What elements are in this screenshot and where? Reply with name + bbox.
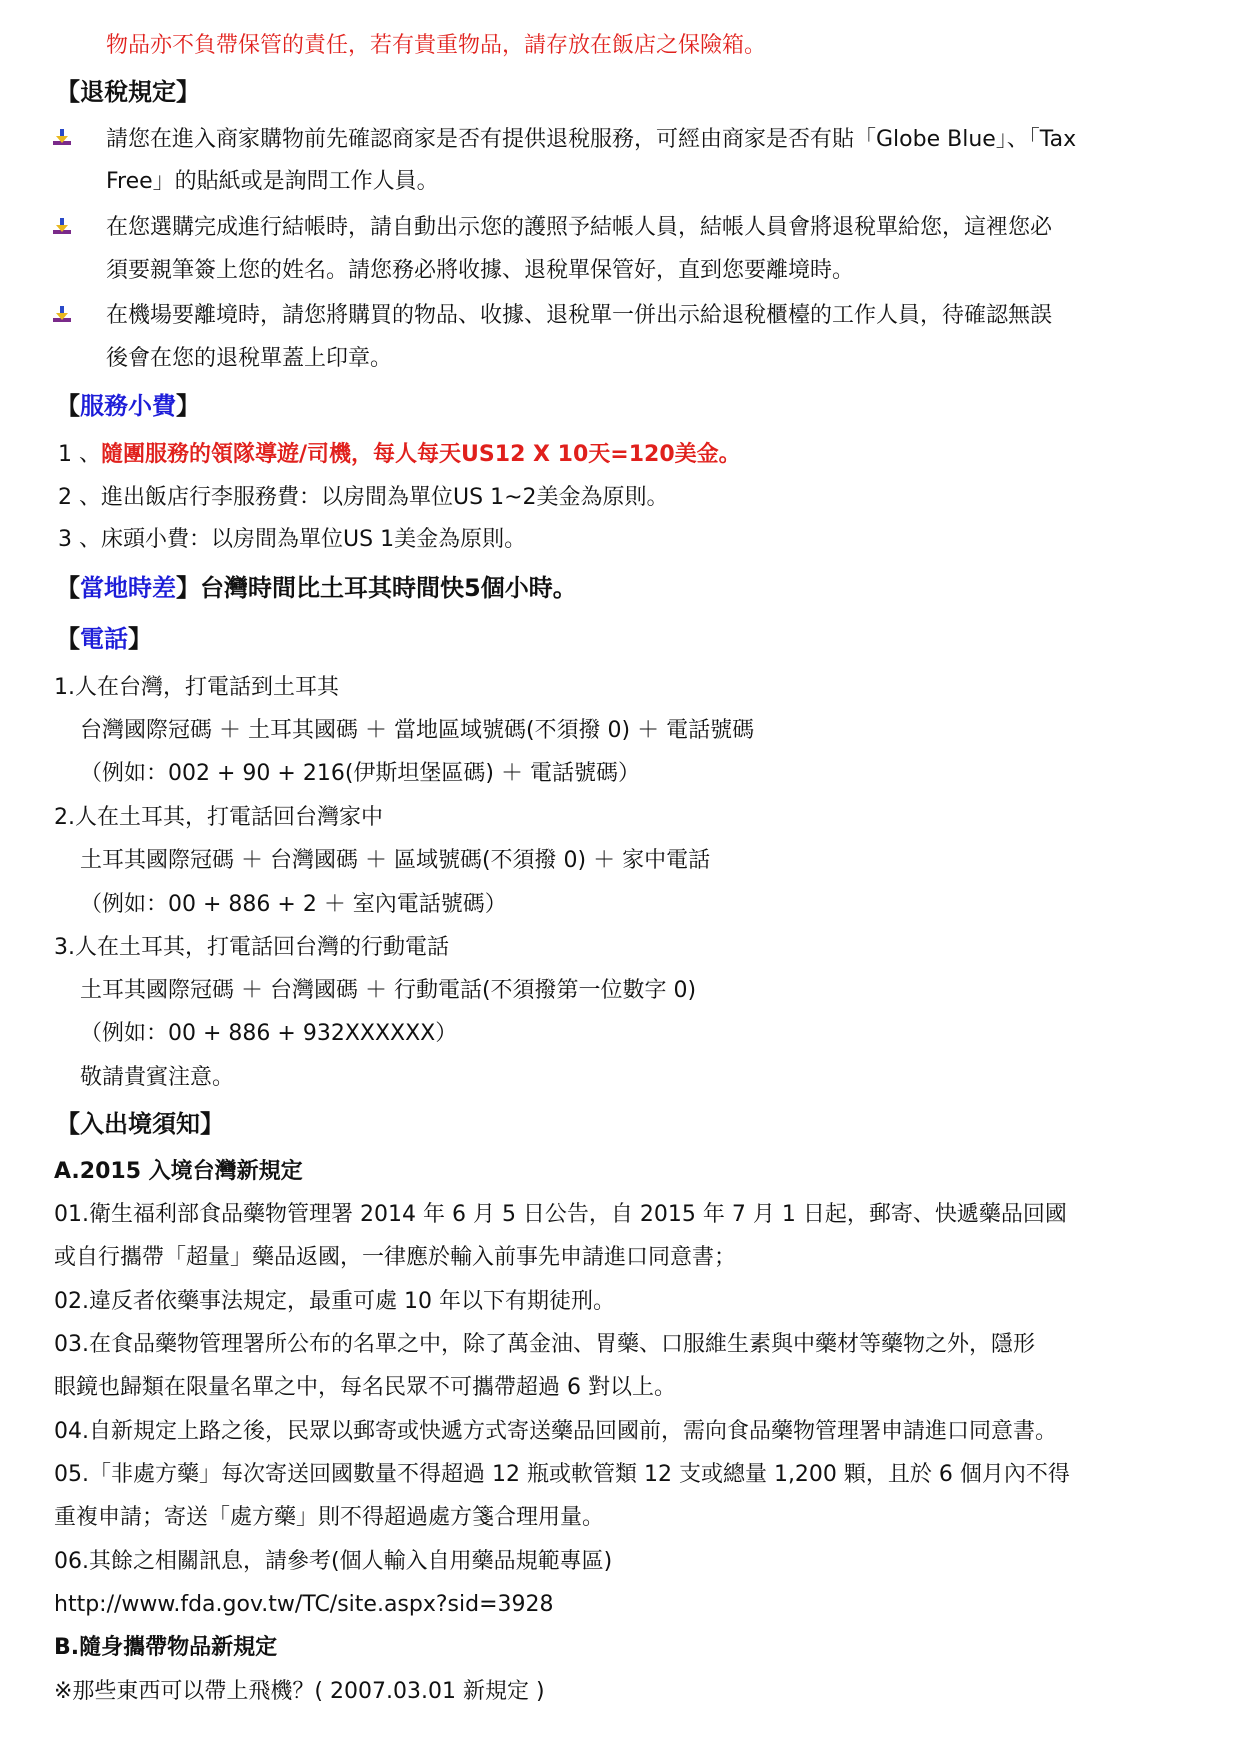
heading-text: 退稅規定 — [80, 78, 176, 106]
entry-line: 眼鏡也歸類在限量名單之中，每名民眾不可攜帶超過 6 對以上。 — [54, 1375, 676, 1400]
item-text: 床頭小費：以房間為單位US 1美金為原則。 — [101, 527, 527, 552]
phone-case-1-title: 1.人在台灣，打電話到土耳其 — [54, 675, 339, 700]
top-note: 物品亦不負帶保管的責任，若有貴重物品，請存放在飯店之保險箱。 — [106, 33, 767, 58]
phone-case-1-format: 台灣國際冠碼 ＋ 土耳其國碼 ＋ 當地區域號碼(不須撥 0) ＋ 電話號碼 — [80, 718, 755, 743]
entry-line: 03.在食品藥物管理署所公布的名單之中，除了萬金油、胃藥、口服維生素與中藥材等藥物之外，隱形 — [54, 1332, 1035, 1357]
phone-case-3-format: 土耳其國際冠碼 ＋ 台灣國碼 ＋ 行動電話(不須撥第一位數字 0) — [80, 978, 697, 1003]
heading-text: 當地時差 — [80, 574, 176, 602]
phone-case-2-format: 土耳其國際冠碼 ＋ 台灣國碼 ＋ 區域號碼(不須撥 0) ＋ 家中電話 — [80, 848, 711, 873]
entry-line: 05.「非處方藥」每次寄送回國數量不得超過 12 瓶或軟管類 12 支或總量 1,200 顆，且於 6 個月內不得 — [54, 1462, 1070, 1487]
phone-case-2-example: （例如：00 + 886 + 2 ＋ 室內電話號碼） — [80, 892, 507, 917]
entry-line: 01.衛生福利部食品藥物管理署 2014 年 6 月 5 日公告，自 2015 年 7 月 1 日起，郵寄、快遞藥品回國 — [54, 1202, 1067, 1227]
entry-line: 重複申請；寄送「處方藥」則不得超過處方箋合理用量。 — [54, 1505, 605, 1530]
phone-case-1-example: （例如：002 + 90 + 216(伊斯坦堡區碼) ＋ 電話號碼） — [80, 761, 640, 786]
heading-bracket-close: 】 — [176, 392, 200, 420]
heading-bracket-open: 【 — [56, 78, 80, 106]
time-diff-text: 台灣時間比土耳其時間快5個小時。 — [200, 574, 577, 602]
item-separator: 、 — [79, 442, 102, 467]
item-number: 2 — [58, 485, 72, 510]
bullet-arrow-icon — [52, 217, 72, 237]
item-separator: 、 — [79, 527, 102, 552]
heading-text: 入出境須知 — [80, 1110, 200, 1138]
entry-last-line: ※那些東西可以帶上飛機？( 2007.03.01 新規定 ) — [54, 1679, 545, 1704]
entry-line: 04.自新規定上路之後，民眾以郵寄或快遞方式寄送藥品回國前，需向食品藥物管理署申請進口同意書。 — [54, 1419, 1057, 1444]
entry-subheading-a: A.2015 入境台灣新規定 — [54, 1159, 303, 1184]
item-text: 隨團服務的領隊導遊/司機，每人每天US12 X 10天=120美金。 — [101, 442, 741, 467]
tax-bullet-2-line-2: 須要親筆簽上您的姓名。請您務必將收據、退稅單保管好，直到您要離境時。 — [106, 258, 855, 283]
heading-bracket-open: 【 — [56, 574, 80, 602]
entry-exit-heading — [56, 1109, 224, 1139]
heading-bracket-close: 】 — [176, 78, 200, 106]
entry-line: 或自行攜帶「超量」藥品返國，一律應於輸入前事先申請進口同意書； — [54, 1245, 737, 1270]
item-separator: 、 — [79, 485, 102, 510]
tax-refund-heading — [56, 77, 200, 107]
time-diff-heading — [56, 573, 577, 603]
heading-bracket-close: 】 — [200, 1110, 224, 1138]
fda-url-link[interactable]: http://www.fda.gov.tw/TC/site.aspx?sid=3928 — [54, 1592, 554, 1617]
tips-item-1 — [58, 440, 741, 470]
phone-heading — [56, 624, 152, 654]
heading-bracket-open: 【 — [56, 392, 80, 420]
entry-line: 02.違反者依藥事法規定，最重可處 10 年以下有期徒刑。 — [54, 1289, 615, 1314]
item-number: 1 — [58, 442, 72, 467]
heading-bracket-close: 】 — [128, 625, 152, 653]
tips-item-3 — [58, 525, 526, 555]
entry-line: 06.其餘之相關訊息，請參考(個人輸入自用藥品規範專區) — [54, 1549, 613, 1574]
tax-bullet-2-line-1: 在您選購完成進行結帳時，請自動出示您的護照予結帳人員，結帳人員會將退稅單給您，這裡您必 — [106, 215, 1053, 240]
tips-item-2 — [58, 483, 669, 513]
item-text: 進出飯店行李服務費：以房間為單位US 1~2美金為原則。 — [101, 485, 669, 510]
tips-heading — [56, 391, 200, 421]
phone-note: 敬請貴賓注意。 — [80, 1065, 235, 1090]
tax-bullet-3-line-1: 在機場要離境時，請您將購買的物品、收據、退稅單一併出示給退稅櫃檯的工作人員，待確認無誤 — [106, 303, 1053, 328]
bullet-arrow-icon — [52, 305, 72, 325]
heading-bracket-open: 【 — [56, 625, 80, 653]
bullet-arrow-icon — [52, 128, 72, 148]
item-number: 3 — [58, 527, 72, 552]
tax-bullet-1-line-2: Free」的貼紙或是詢問工作人員。 — [106, 169, 439, 194]
tax-bullet-1-line-1: 請您在進入商家購物前先確認商家是否有提供退稅服務，可經由商家是否有貼「Globe Blue」、「Tax — [106, 127, 1077, 152]
entry-subheading-b: B.隨身攜帶物品新規定 — [54, 1635, 278, 1660]
phone-case-3-example: （例如：00 + 886 + 932XXXXXX） — [80, 1021, 458, 1046]
heading-text: 服務小費 — [80, 392, 176, 420]
phone-case-2-title: 2.人在土耳其，打電話回台灣家中 — [54, 805, 383, 830]
tax-bullet-3-line-2: 後會在您的退稅單蓋上印章。 — [106, 346, 393, 371]
heading-text: 電話 — [80, 625, 128, 653]
phone-case-3-title: 3.人在土耳其，打電話回台灣的行動電話 — [54, 935, 449, 960]
heading-bracket-open: 【 — [56, 1110, 80, 1138]
heading-bracket-close: 】 — [176, 574, 200, 602]
